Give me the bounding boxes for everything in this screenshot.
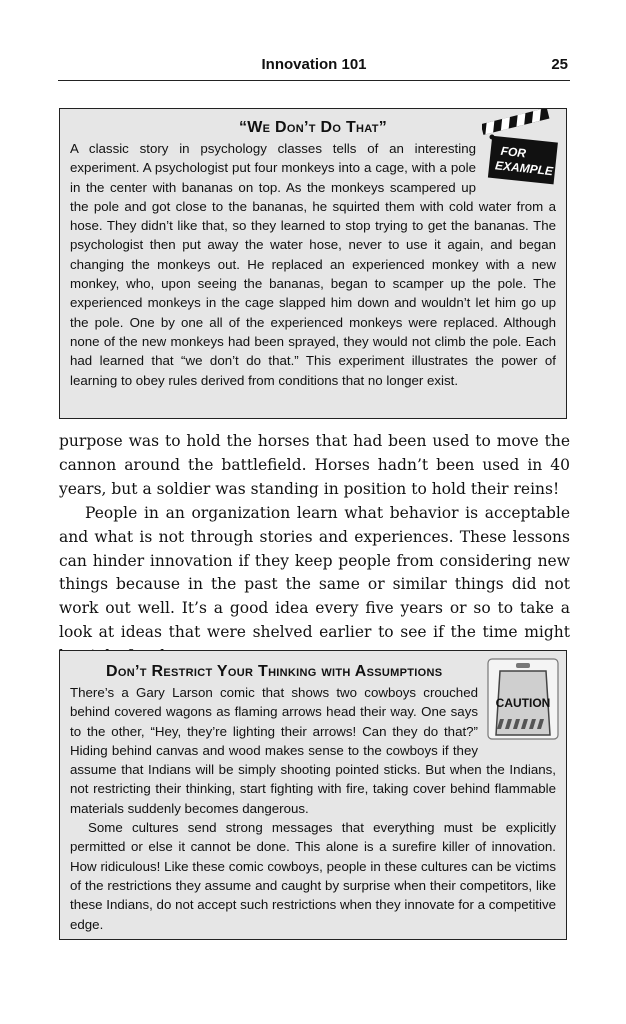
body-paragraph: purpose was to hold the horses that had been used to move the cannon around the battlefield. Horses hadn’t been used in 40 years, but a soldier was standing in position to hold their reins!: [59, 432, 570, 498]
for-example-clapperboard-icon: [482, 109, 562, 187]
sidebar-paragraph: Some cultures send strong messages that everything must be explicitly permitted or else it cannot be done. This alone is a surefire killer of innovation. How ridiculous! Like these comic cowboys, people in these cultures can be victims of the restrictions they assume and caught by surprise when their competitors, like these Indians, do not accept such restrictions when they innovate for a competitive edge.: [70, 820, 556, 932]
caution-label: CAUTION: [495, 696, 551, 710]
sidebar-title: Don’t Restrict Your Thinking with Assumptions: [106, 663, 443, 680]
running-header: [58, 54, 570, 81]
caution-sidebar: [59, 650, 567, 940]
body-paragraph: People in an organization learn what behavior is acceptable and what is not through stories and experiences. These lessons can hinder innovation if they keep people from considering new things because in the past the same or similar things did not work out well. It’s a good idea every five years or so to take a look at ideas that were shelved earlier to see if the time might: [59, 503, 570, 642]
clapperboard-label-for: FOR: [500, 143, 527, 161]
sidebar-paragraph: There’s a Gary Larson comic that shows two cowboys crouched behind covered wagons as flaming arrows head their way. One says to the other, “Hey, they’re lighting their arrows! Can they do that?” Hiding behind canvas and wood makes sense to the cowboys if they assume that Indians will be simply shooting pointed sticks. But when the Indians, not restricting their thinking, start fighting with fire, taking cover behind flammable materials suddenly becomes dangerous.: [70, 685, 556, 816]
main-body-text: [59, 430, 570, 669]
sidebar-paragraph: A classic story in psychology classes tells of an interesting experiment. A psychologist put four monkeys into a cage, with a pole in the center with bananas on top. As the monkeys scampered up the pole and got close to the bananas, he squirted them with cold water from a hose. They didn’t like that, so they learned to stop trying to get the bananas. The psychologist then put away the water hose, never to use it again, and began changing the monkeys out. He replaced an experienced monkey with a new monkey, who, upon seeing the bananas, began to scamper up the pole. The experienced monkeys in the cage slapped him down and wouldn’t let him go up the pole. One by one all of the experienced monkeys were replaced. Although none of the new monkeys had been sprayed, they would not climb the pole. Each had learned that “we don’t do that.” This experiment illustrates the power of learning to obey rules derived from conditions that no longer exist.: [70, 141, 556, 388]
page-number: 25: [551, 56, 568, 73]
caution-sign-icon: [486, 657, 560, 741]
clapperboard-label-example: EXAMPLE: [494, 158, 554, 179]
for-example-sidebar: [59, 108, 567, 419]
running-title: Innovation 101: [261, 56, 367, 73]
sidebar-title: “We Don’t Do That”: [238, 119, 388, 136]
